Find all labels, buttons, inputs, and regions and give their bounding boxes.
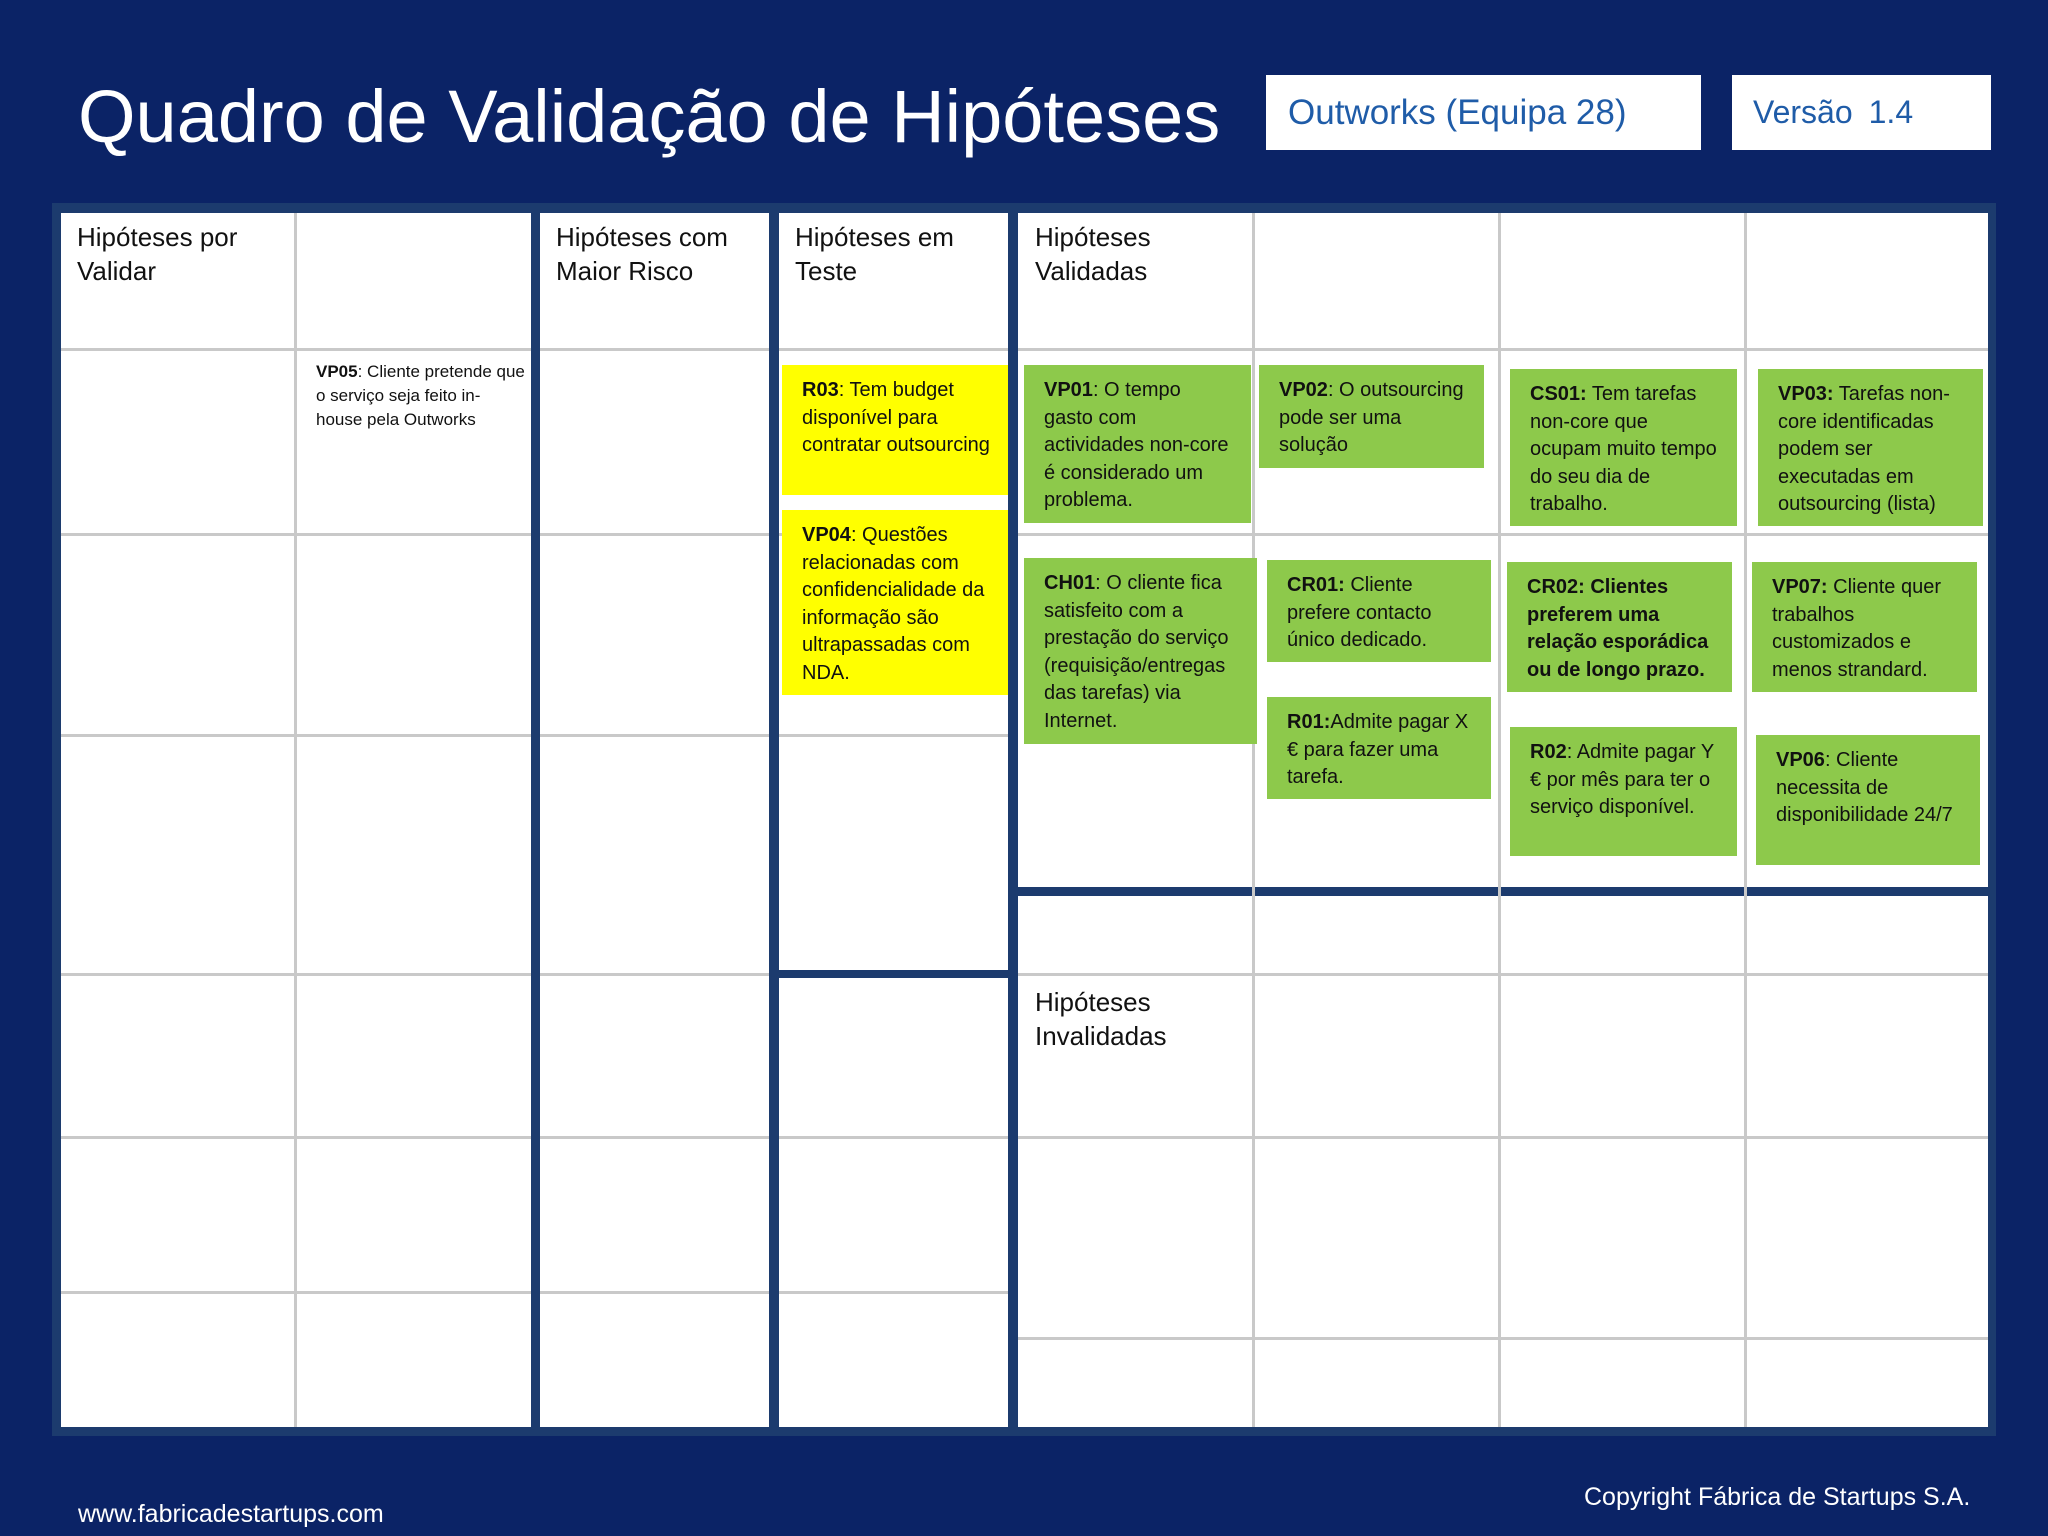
grid-line <box>1744 213 1747 1427</box>
grid-line <box>540 1291 769 1294</box>
hypothesis-code: VP01 <box>1044 379 1093 401</box>
sticky-note-ch01[interactable] <box>1024 558 1257 744</box>
version-label: Versão <box>1753 94 1853 130</box>
hypothesis-text: Cliente prefere contacto único dedicado. <box>1287 574 1432 651</box>
sticky-note-vp04[interactable] <box>782 510 1008 695</box>
grid-line <box>779 1291 1008 1294</box>
grid-line <box>779 734 1008 737</box>
hypothesis-text: Admite pagar X € para fazer uma tarefa. <box>1287 711 1469 788</box>
hypothesis-code: VP04 <box>802 524 851 546</box>
hypothesis-text: : O tempo gasto com actividades non-core é considerado um problema. <box>1044 379 1229 511</box>
grid-line <box>1018 348 1988 351</box>
version-number: 1.4 <box>1868 94 1914 130</box>
grid-line <box>779 1136 1008 1139</box>
hypothesis-code: CR01: <box>1287 574 1345 596</box>
sticky-note-r03[interactable] <box>782 365 1008 495</box>
hypothesis-text: : O outsourcing pode ser uma solução <box>1279 379 1464 456</box>
grid-line <box>540 1136 769 1139</box>
hypothesis-code: R01: <box>1287 711 1331 733</box>
column-header-invalidadas: Hipóteses Invalidadas <box>1035 987 1167 1051</box>
hypothesis-code: CS01: <box>1530 383 1587 405</box>
column-header-maior-risco: Hipóteses com Maior Risco <box>556 222 728 286</box>
grid-line <box>540 734 769 737</box>
sticky-note-cs01[interactable] <box>1510 369 1737 526</box>
column-header-validadas: Hipóteses Validadas <box>1035 222 1151 286</box>
grid-line <box>1018 1136 1988 1139</box>
hypothesis-text: Tarefas non-core identificadas podem ser executadas em outsourcing (lista) <box>1778 383 1950 515</box>
grid-line <box>540 348 769 351</box>
sticky-note-cr01[interactable] <box>1267 560 1491 662</box>
footer-copyright: Copyright Fábrica de Startups S.A. <box>1584 1483 1971 1511</box>
version-box <box>1732 75 1991 150</box>
column-header-por-validar: Hipóteses por Validar <box>77 222 238 286</box>
grid-line <box>294 213 297 1427</box>
grid-line <box>540 533 769 536</box>
page-title: Quadro de Validação de Hipóteses <box>78 75 1221 158</box>
grid-line <box>1018 533 1988 536</box>
footer-website: www.fabricadestartups.com <box>78 1500 384 1528</box>
hypothesis-code: VP05 <box>316 362 358 381</box>
sticky-note-vp07[interactable] <box>1752 562 1977 692</box>
column-panel-maior-risco <box>540 213 769 1427</box>
sticky-note-vp06[interactable] <box>1756 735 1980 865</box>
hypothesis-code: R02 <box>1530 741 1567 763</box>
sticky-note-cr02[interactable] <box>1507 562 1732 692</box>
hypothesis-code: VP02 <box>1279 379 1328 401</box>
hypothesis-text: Clientes preferem uma relação esporádica ou de longo prazo. <box>1527 576 1709 681</box>
sticky-note-vp01[interactable] <box>1024 365 1251 523</box>
hypothesis-note-vp05 <box>316 360 526 432</box>
grid-line <box>1018 1337 1988 1340</box>
grid-line <box>1252 213 1255 1427</box>
hypothesis-text: : Cliente pretende que o serviço seja feito in-house pela Outworks <box>316 362 525 429</box>
hypothesis-text: Cliente quer trabalhos customizados e menos strandard. <box>1772 576 1941 681</box>
grid-line <box>1018 973 1988 976</box>
hypothesis-text: : O cliente fica satisfeito com a prestação do serviço (requisição/entregas das tarefas) via Internet. <box>1044 572 1229 732</box>
hypothesis-text: : Tem budget disponível para contratar outsourcing <box>802 379 990 456</box>
column-header-em-teste: Hipóteses em Teste <box>795 222 954 286</box>
hypothesis-text: : Cliente necessita de disponibilidade 24/7 <box>1776 749 1953 826</box>
team-name: Outworks (Equipa 28) <box>1288 92 1627 132</box>
sticky-note-r01[interactable] <box>1267 697 1491 799</box>
hypothesis-text: : Questões relacionadas com confidencialidade da informação são ultrapassadas com NDA. <box>802 524 985 684</box>
column-panel-em-teste-lower <box>779 978 1008 1427</box>
grid-line <box>779 348 1008 351</box>
sticky-note-r02[interactable] <box>1510 727 1737 856</box>
sticky-note-vp02[interactable] <box>1259 365 1484 468</box>
grid-line <box>540 973 769 976</box>
hypothesis-code: CR02: <box>1527 576 1585 598</box>
hypothesis-text: Tem tarefas non-core que ocupam muito tempo do seu dia de trabalho. <box>1530 383 1717 515</box>
hypothesis-code: R03 <box>802 379 839 401</box>
hypothesis-text: : Admite pagar Y € por mês para ter o serviço disponível. <box>1530 741 1714 818</box>
hypothesis-code: VP06 <box>1776 749 1825 771</box>
team-name-box <box>1266 75 1701 150</box>
grid-line <box>1498 213 1501 1427</box>
hypothesis-code: VP07: <box>1772 576 1828 598</box>
hypothesis-code: CH01 <box>1044 572 1096 594</box>
hypothesis-code: VP03: <box>1778 383 1834 405</box>
sticky-note-vp03[interactable] <box>1758 369 1983 526</box>
